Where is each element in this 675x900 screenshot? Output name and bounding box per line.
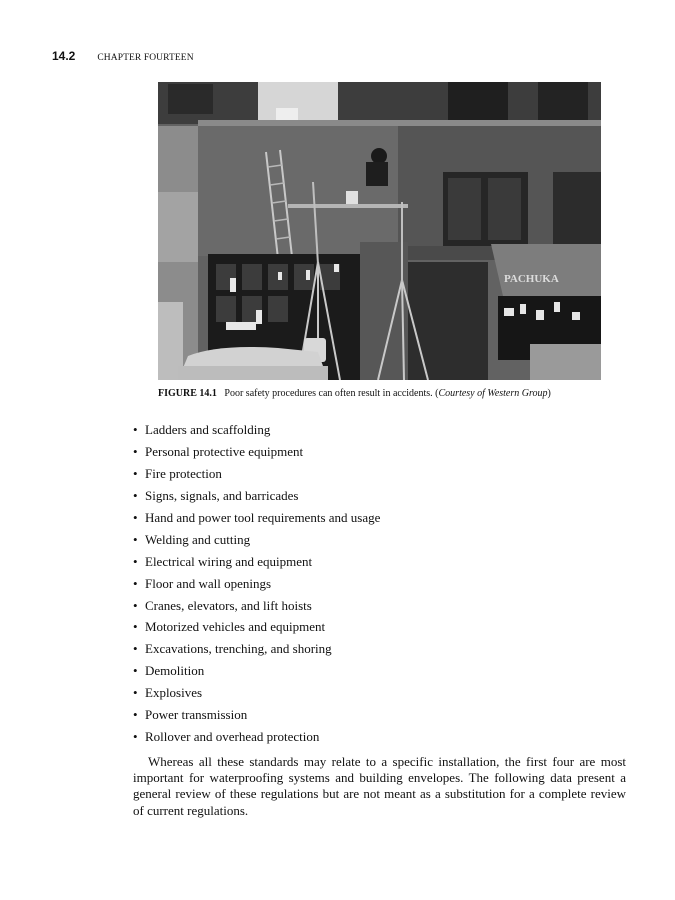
bullet-icon: •: [133, 685, 138, 701]
list-item-text: Explosives: [145, 685, 203, 701]
bullet-icon: •: [133, 443, 138, 459]
figure-caption-text: Poor safety procedures can often result in accidents.: [224, 388, 433, 399]
bullet-icon: •: [133, 729, 138, 745]
bullet-icon: •: [133, 663, 138, 679]
bullet-icon: •: [133, 487, 138, 503]
running-head: [52, 47, 194, 61]
list-item: [133, 616, 633, 638]
list-item: [133, 595, 633, 617]
bullet-icon: •: [133, 465, 138, 481]
list-item-text: Cranes, elevators, and lift hoists: [145, 597, 312, 613]
list-item-text: Electrical wiring and equipment: [145, 553, 313, 569]
list-item-text: Fire protection: [145, 465, 222, 481]
list-item: [133, 529, 633, 551]
list-item-text: Welding and cutting: [145, 531, 251, 547]
list-item: [133, 726, 633, 748]
list-item-text: Demolition: [145, 663, 205, 679]
chapter-title: CHAPTER FOURTEEN: [97, 53, 194, 63]
figure-label: FIGURE 14.1: [158, 388, 217, 399]
list-item: [133, 638, 633, 660]
figure-credit-source: Western Group: [487, 388, 548, 399]
list-item: [133, 660, 633, 682]
list-item-text: Hand and power tool requirements and usage: [145, 509, 381, 525]
list-item-text: Ladders and scaffolding: [145, 422, 271, 437]
bullet-icon: •: [133, 509, 138, 525]
body-paragraph: Whereas all these standards may relate to a specific installation, the first four are most important for waterproofing systems and building envelopes. The following data present a general review of these regulations but are not meant as a substitution for a complete review of current regulations.: [133, 754, 626, 818]
list-item-text: Excavations, trenching, and shoring: [145, 641, 332, 657]
list-item: [133, 551, 633, 573]
list-item: [133, 682, 633, 704]
bullet-icon: •: [133, 553, 138, 569]
list-item-text: Power transmission: [145, 707, 248, 723]
bullet-icon: •: [133, 422, 138, 437]
list-item: [133, 507, 633, 529]
bullet-icon: •: [133, 707, 138, 723]
figure-photo: [158, 82, 601, 380]
list-item: [133, 419, 633, 441]
list-item: [133, 704, 633, 726]
figure-caption: FIGURE 14.1 Poor safety procedures can often result in accidents. (Courtesy of Western Group): [158, 388, 551, 399]
figure-credit-prefix: Courtesy of: [438, 388, 485, 399]
standards-list: [133, 419, 633, 748]
list-item-text: Rollover and overhead protection: [145, 729, 320, 745]
bullet-icon: •: [133, 641, 138, 657]
awning-sign-text: PACHUKA: [504, 273, 559, 285]
list-item-text: Signs, signals, and barricades: [145, 487, 299, 503]
list-item-text: Floor and wall openings: [145, 575, 272, 591]
list-item-text: Personal protective equipment: [145, 443, 304, 459]
bullet-icon: •: [133, 619, 138, 635]
bullet-icon: •: [133, 531, 138, 547]
list-item: [133, 485, 633, 507]
page-number: 14.2: [52, 49, 76, 63]
list-item: [133, 441, 633, 463]
list-item: [133, 463, 633, 485]
bullet-icon: •: [133, 597, 138, 613]
list-item: [133, 573, 633, 595]
bullet-icon: •: [133, 575, 138, 591]
list-item-text: Motorized vehicles and equipment: [145, 619, 326, 635]
